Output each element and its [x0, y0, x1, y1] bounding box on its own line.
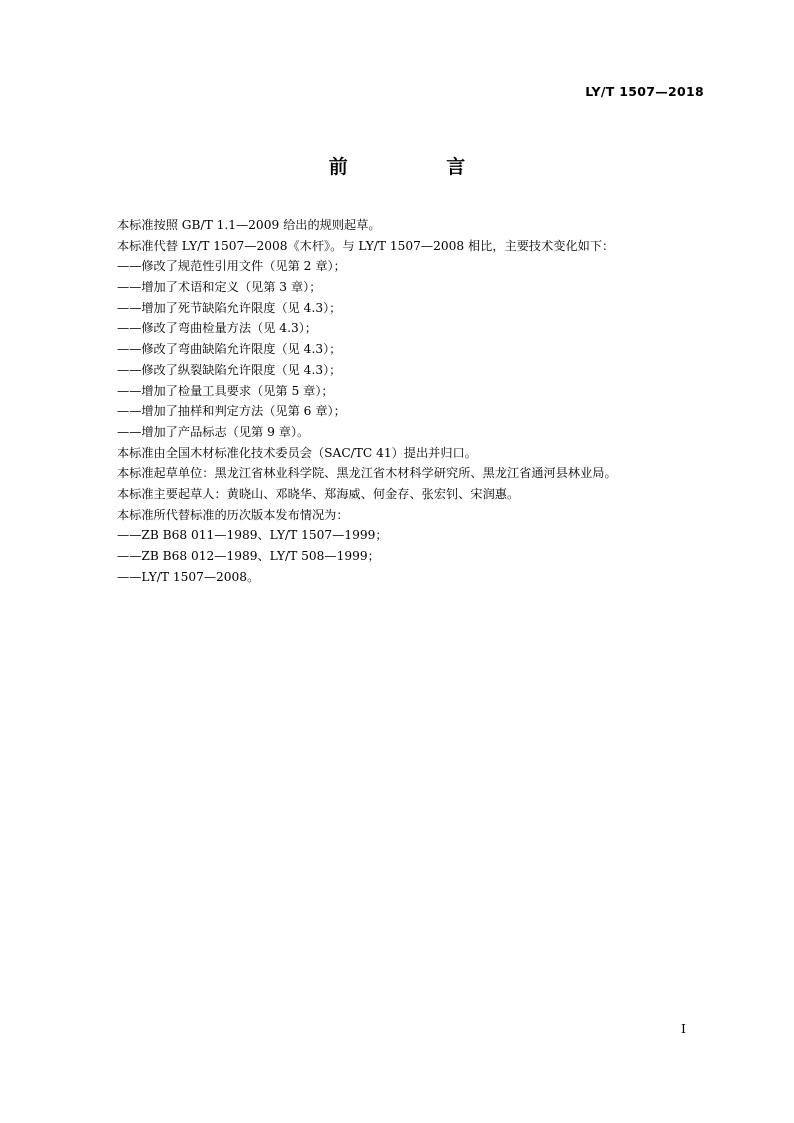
list-item: ——修改了纵裂缺陷允许限度（见 4.3）；: [117, 362, 342, 377]
list-item: ——修改了弯曲检量方法（见 4.3）；: [117, 321, 317, 336]
list-item: ——修改了弯曲缺陷允许限度（见 4.3）；: [117, 342, 342, 357]
text-line: 本标准按照 GB/T 1.1—2009 给出的规则起草。: [117, 218, 381, 232]
list-item: ——增加了检量工具要求（见第 5 章）；: [117, 383, 334, 398]
text-line: 本标准起草单位：黑龙江省林业科学院、黑龙江省木材科学研究所、黑龙江省通河县林业局。: [117, 466, 617, 481]
foreword-body: [117, 215, 717, 587]
page-title: 前 言: [328, 156, 512, 178]
standard-code: LY/T 1507—2018: [585, 84, 704, 99]
list-item: ——修改了规范性引用文件（见第 2 章）；: [117, 259, 346, 274]
text-line: 本标准主要起草人：黄晓山、邓晓华、郑海威、何金存、张宏钊、宋润惠。: [117, 486, 520, 501]
list-item: ——增加了死节缺陷允许限度（见 4.3）；: [117, 300, 342, 315]
list-item: ——增加了抽样和判定方法（见第 6 章）；: [117, 404, 346, 419]
list-item: ——ZB B68 012—1989、LY/T 508—1999；: [117, 549, 380, 563]
list-item: ——LY/T 1507—2008。: [117, 569, 260, 584]
page-number: I: [681, 1021, 686, 1036]
list-item: ——ZB B68 011—1989、LY/T 1507—1999；: [117, 528, 388, 543]
text-line: 本标准代替 LY/T 1507—2008《木杆》。与 LY/T 1507—2008 相比，主要技术变化如下：: [117, 238, 615, 253]
list-item: ——增加了术语和定义（见第 3 章）；: [117, 280, 322, 295]
text-line: 本标准由全国木材标准化技术委员会（SAC/TC 41）提出并归口。: [117, 445, 477, 460]
list-item: ——增加了产品标志（见第 9 章）。: [117, 424, 310, 439]
text-line: 本标准所代替标准的历次版本发布情况为：: [117, 507, 349, 522]
